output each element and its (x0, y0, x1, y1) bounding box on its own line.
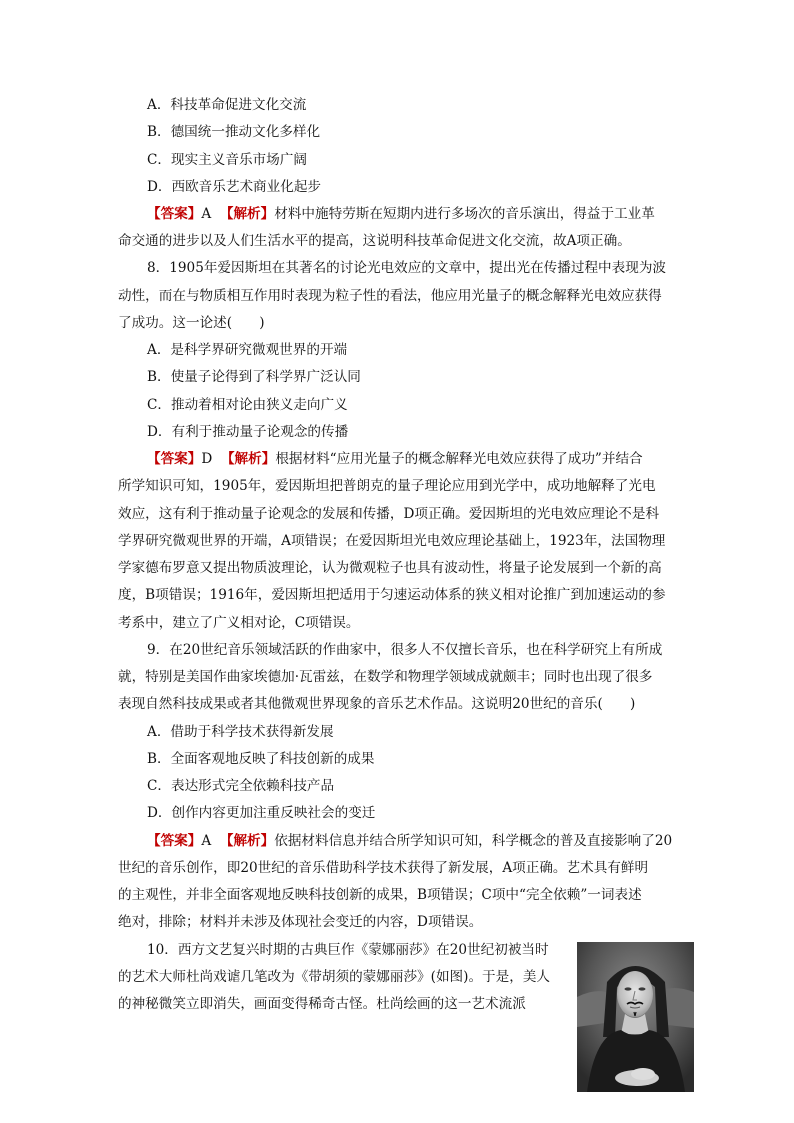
q8-answer-tag: 【答案】 (147, 451, 202, 467)
painting-illustration (577, 942, 694, 1092)
q8-answer-line (147, 449, 643, 469)
q9-answer-line (147, 831, 672, 851)
q8-option-d: D．有利于推动量子论观念的传播 (147, 424, 349, 440)
q7-option-d: D．西欧音乐艺术商业化起步 (147, 179, 322, 195)
q9-answer-value: A (201, 833, 212, 849)
q8-stem-line-3: 了成功。这一论述( ) (118, 315, 265, 331)
q8-analysis-line-4: 学界研究微观世界的开端，A项错误；在爱因斯坦光电效应理论基础上，1923年，法国物理 (118, 533, 666, 549)
q7-option-c: C．现实主义音乐市场广阔 (147, 152, 307, 168)
q9-option-a: A．借助于科学技术获得新发展 (147, 724, 334, 740)
q9-analysis-line-1: 依据材料信息并结合所学知识可知，科学概念的普及直接影响了20 (274, 833, 673, 849)
q8-option-c: C．推动着相对论由狭义走向广义 (147, 397, 348, 413)
q9-stem-line-3: 表现自然科技成果或者其他微观世界现象的音乐艺术作品。这说明20世纪的音乐( ) (118, 696, 636, 712)
q8-option-b: B．使量子论得到了科学界广泛认同 (147, 369, 361, 385)
q9-analysis-line-2: 世纪的音乐创作，即20世纪的音乐借助科学技术获得了新发展，A项正确。艺术具有鲜明 (118, 860, 649, 876)
q9-stem-line-2: 就，特别是美国作曲家埃德加·瓦雷兹，在数学和物理学领域成就颇丰；同时也出现了很多 (118, 669, 653, 685)
q10-stem-line-2: 的艺术大师杜尚戏谑几笔改为《带胡须的蒙娜丽莎》(如图)。于是，美人 (118, 969, 551, 985)
q8-stem-line-1: 8．1905年爱因斯坦在其著名的讨论光电效应的文章中，提出光在传播过程中表现为波 (147, 260, 667, 276)
q8-analysis-line-7: 考系中，建立了广义相对论，C项错误。 (118, 615, 360, 631)
mona-lisa-painting-image (577, 942, 694, 1092)
q10-stem-line-3: 的神秘微笑立即消失，画面变得稀奇古怪。杜尚绘画的这一艺术流派 (118, 996, 526, 1012)
q7-analysis-line-1: 材料中施特劳斯在短期内进行多场次的音乐演出，得益于工业革 (274, 206, 655, 222)
q8-analysis-line-6: 度，B项错误；1916年，爱因斯坦把适用于匀速运动体系的狭义相对论推广到加速运动的参 (118, 587, 666, 603)
q9-option-b: B．全面客观地反映了科技创新的成果 (147, 751, 375, 767)
q8-stem-line-2: 动性，而在与物质相互作用时表现为粒子性的看法，他应用光量子的概念解释光电效应获得 (118, 288, 662, 304)
q8-option-a: A．是科学界研究微观世界的开端 (147, 342, 348, 358)
q9-analysis-tag: 【解析】 (219, 833, 275, 849)
q8-analysis-line-3: 效应，这有利于推动量子论观念的发展和传播，D项正确。爱因斯坦的光电效应理论不是科 (118, 506, 660, 522)
q8-analysis-line-5: 学家德布罗意又提出物质波理论，认为微观粒子也具有波动性，将量子论发展到一个新的高 (118, 560, 662, 576)
q8-analysis-tag: 【解析】 (220, 451, 276, 467)
q10-stem-line-1: 10．西方文艺复兴时期的古典巨作《蒙娜丽莎》在20世纪初被当时 (147, 942, 549, 958)
q9-answer-tag: 【答案】 (147, 833, 202, 849)
q8-answer-value: D (201, 451, 213, 467)
q8-analysis-line-1: 根据材料“应用光量子的概念解释光电效应获得了成功”并结合 (275, 451, 643, 467)
q8-analysis-line-2: 所学知识可知，1905年，爱因斯坦把普朗克的量子理论应用到光学中，成功地解释了光电 (118, 478, 656, 494)
q7-analysis-tag: 【解析】 (219, 206, 275, 222)
q9-stem-line-1: 9．在20世纪音乐领域活跃的作曲家中，很多人不仅擅长音乐，也在科学研究上有所成 (147, 642, 663, 658)
q7-analysis-line-2: 命交通的进步以及人们生活水平的提高，这说明科技革命促进文化交流，故A项正确。 (118, 233, 631, 249)
q9-option-c: C．表达形式完全依赖科技产品 (147, 778, 335, 794)
q7-option-b: B．德国统一推动文化多样化 (147, 124, 321, 140)
q9-analysis-line-3: 的主观性，并非全面客观地反映科技创新的成果，B项错误；C项中“完全依赖”一词表述 (118, 887, 642, 903)
q7-answer-value: A (201, 206, 212, 222)
q9-option-d: D．创作内容更加注重反映社会的变迁 (147, 805, 376, 821)
q7-option-a: A．科技革命促进文化交流 (147, 97, 307, 113)
q7-answer-line (147, 204, 655, 224)
q7-answer-tag: 【答案】 (147, 206, 202, 222)
q9-analysis-line-4: 绝对，排除；材料并未涉及体现社会变迁的内容，D项错误。 (118, 914, 483, 930)
